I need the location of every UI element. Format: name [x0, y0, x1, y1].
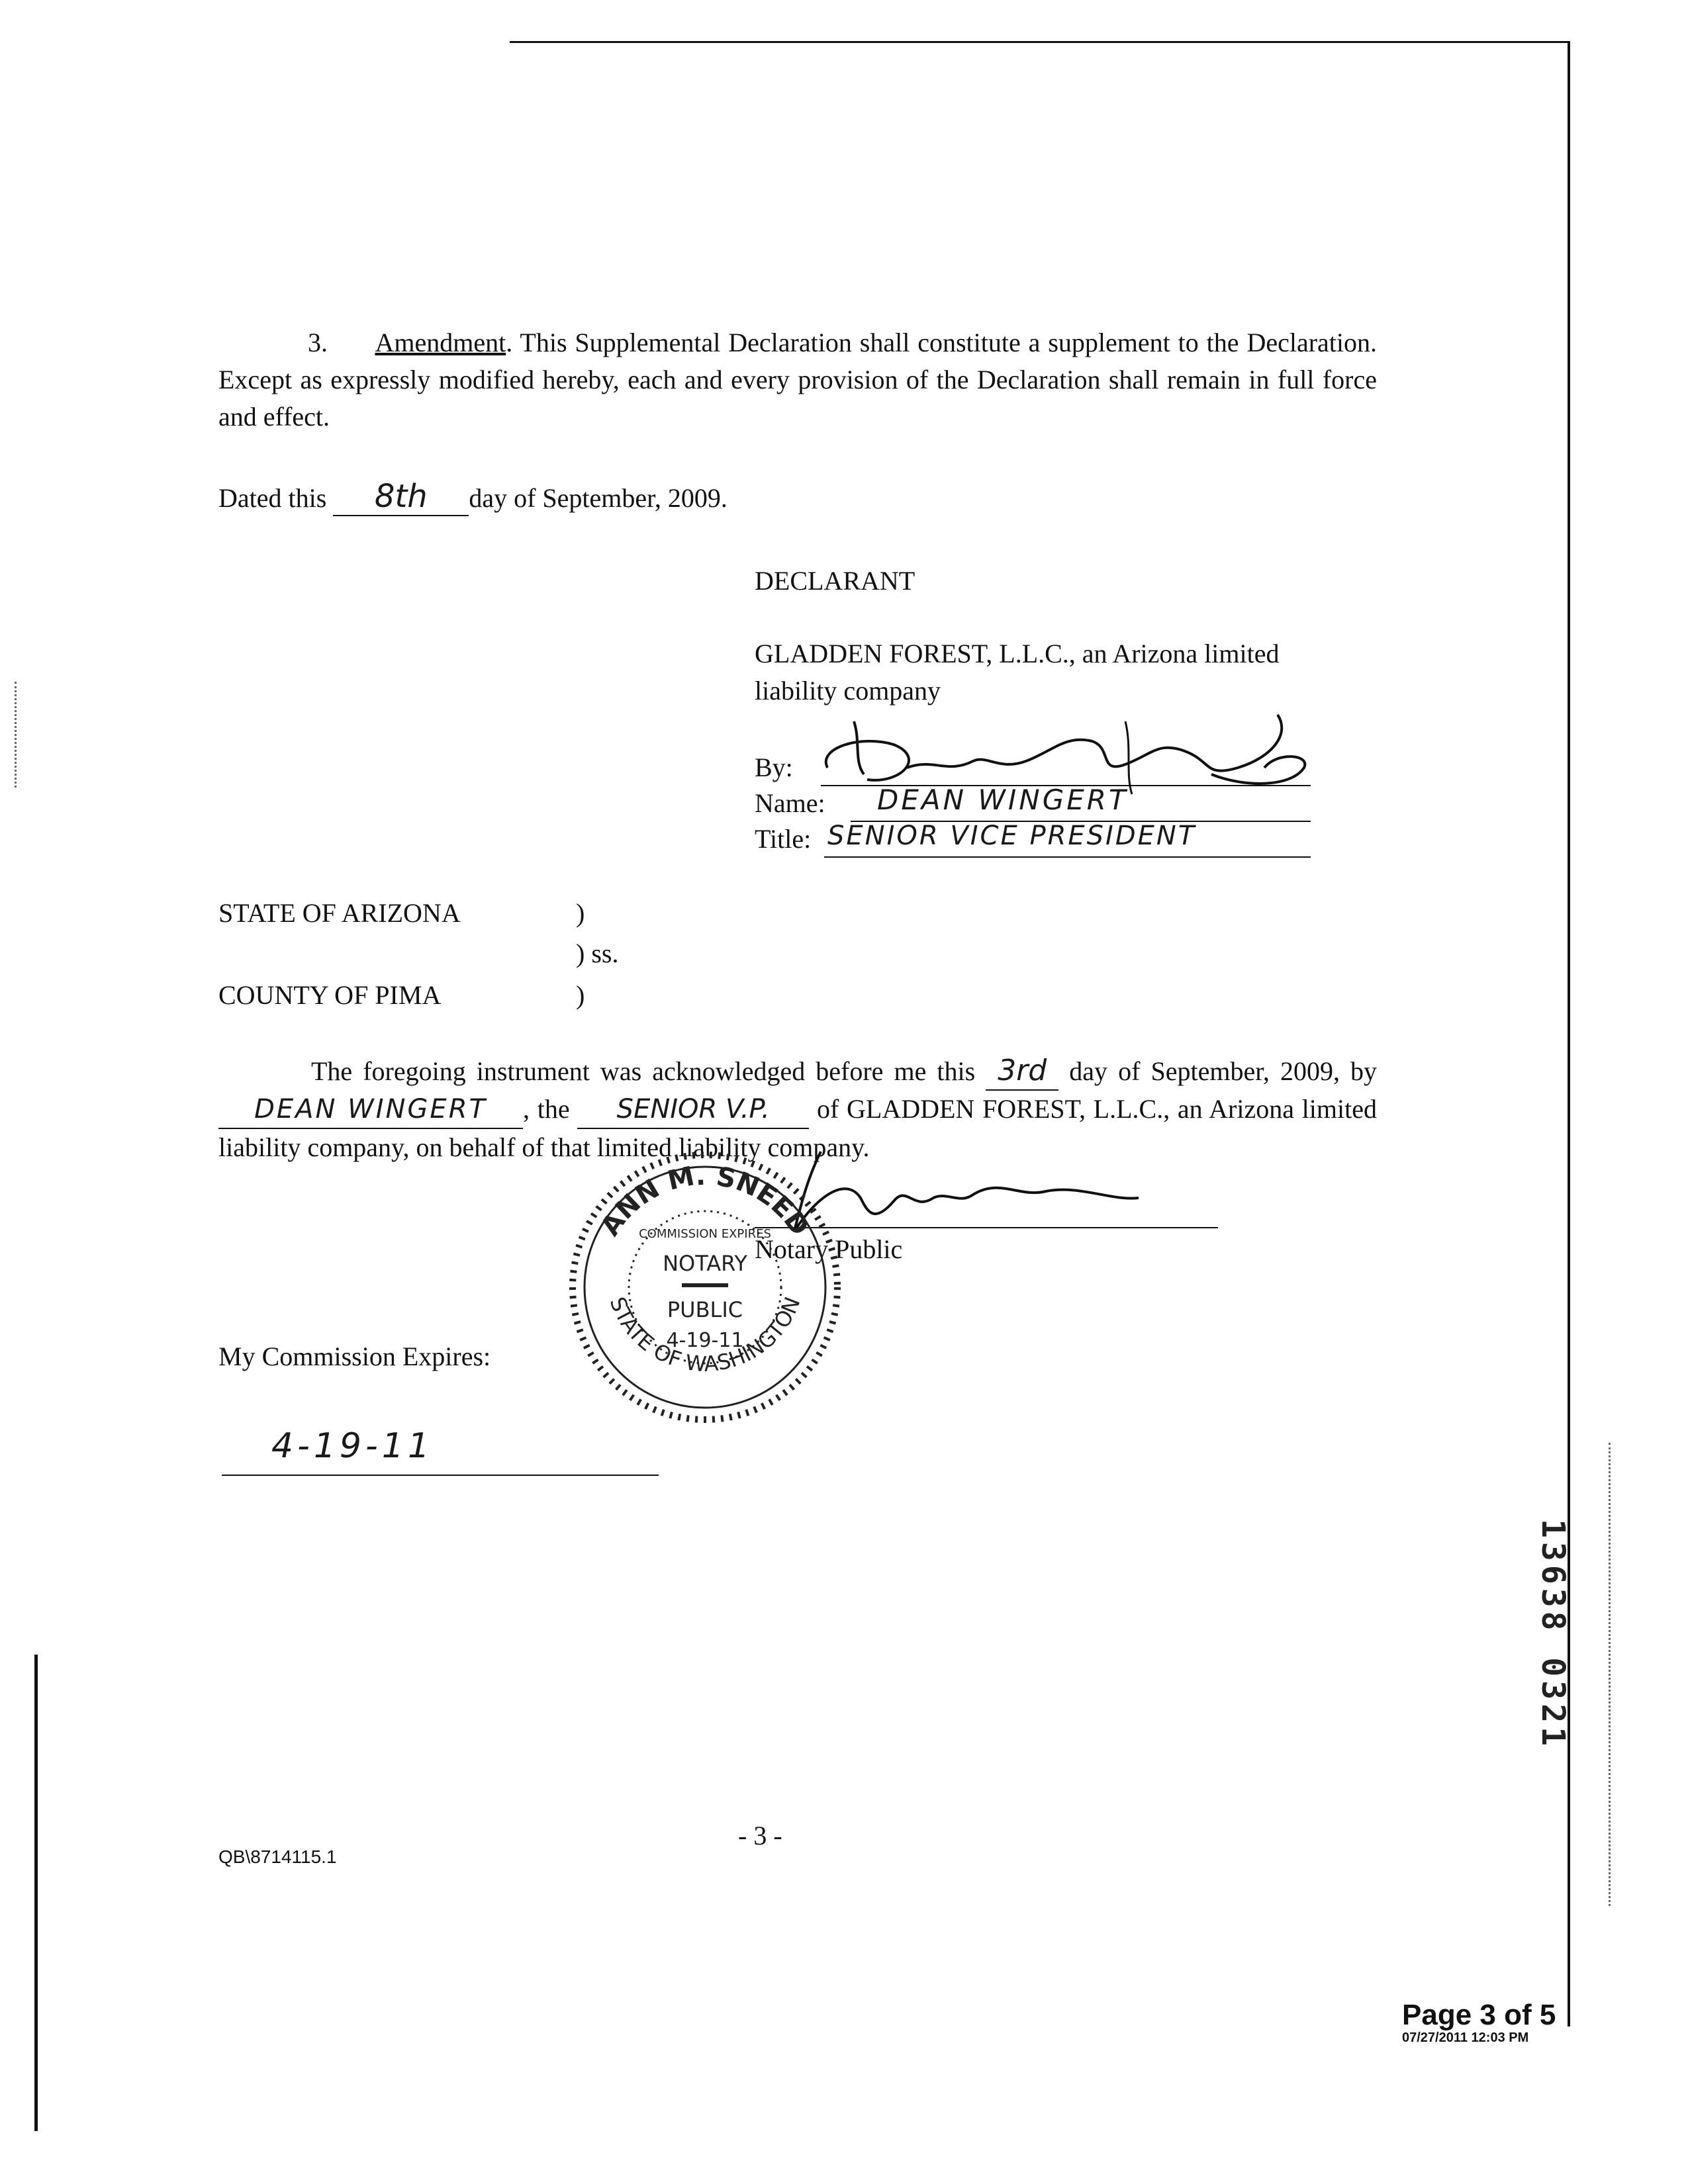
ack-part4: of GLADDEN FOREST, L.L.C., an Arizona limited liability company, on behalf of that limited liability company.	[218, 1094, 1378, 1162]
commission-date: 4-19-11	[271, 1426, 434, 1466]
declarant-company-line1: GLADDEN FOREST, L.L.C., an Arizona limited	[755, 639, 1280, 668]
ack-part1: The foregoing instrument was acknowledged before me this	[311, 1056, 976, 1086]
declarant-heading: DECLARANT	[755, 566, 915, 596]
dated-prefix: Dated this	[218, 483, 327, 513]
seal-commission: COMMISSION EXPIRES	[639, 1227, 771, 1241]
side-recording-code: 13638 0321	[1534, 1519, 1571, 1750]
seal-name: ANN M. SNEED	[594, 1160, 816, 1242]
name-label: Name:	[755, 788, 825, 818]
paragraph-text: . This Supplemental Declaration shall constitute a supplement to the Declaration. Except as expressly modified hereby, each and every provision of the Declaration shall remain in full force and effect.	[218, 328, 1378, 432]
seal-date: 4-19-11	[666, 1329, 744, 1352]
notary-seal	[563, 1145, 847, 1430]
venue-ss: ) ss.	[576, 938, 619, 968]
commission-label: My Commission Expires:	[218, 1342, 491, 1371]
seal-public: PUBLIC	[667, 1297, 743, 1322]
by-label: By:	[755, 752, 793, 782]
notary-public-label: Notary Public	[755, 1234, 903, 1264]
venue-paren-close: )	[576, 980, 585, 1010]
paragraph-heading: Amendment	[375, 328, 506, 357]
page-number: - 3 -	[738, 1821, 782, 1850]
title-line	[824, 856, 1311, 858]
dated-line	[218, 478, 1013, 517]
ack-day: 3rd	[986, 1052, 1058, 1091]
timestamp: 07/27/2011 12:03 PM	[1402, 2030, 1529, 2045]
paragraph-amendment	[218, 324, 1377, 435]
commission-line	[222, 1475, 659, 1476]
ack-person: DEAN WINGERT	[218, 1091, 523, 1129]
left-dotted-margin	[15, 682, 17, 788]
venue-state: STATE OF ARIZONA	[218, 898, 461, 928]
seal-state: STATE OF WASHINGTON	[604, 1293, 806, 1377]
dated-suffix: day of September, 2009.	[469, 483, 727, 513]
name-value: DEAN WINGERT	[877, 784, 1129, 816]
ack-title: SENIOR V.P.	[577, 1091, 809, 1129]
venue-paren-open: )	[576, 898, 585, 928]
left-border-line	[34, 1655, 38, 2131]
venue-county: COUNTY OF PIMA	[218, 980, 442, 1010]
right-dotted-margin	[1609, 1443, 1611, 1906]
ack-part2: day of September, 2009, by	[1069, 1056, 1378, 1086]
page-of-label: Page 3 of 5	[1402, 1999, 1556, 2031]
seal-notary: NOTARY	[663, 1251, 747, 1276]
doc-id: QB\8714115.1	[218, 1846, 337, 1867]
top-border-line	[510, 41, 1569, 43]
ack-part3: , the	[523, 1094, 570, 1124]
title-label: Title:	[755, 824, 812, 854]
paragraph-number: 3.	[308, 328, 328, 357]
seal-graphic	[563, 1145, 847, 1430]
title-value: SENIOR VICE PRESIDENT	[827, 821, 1197, 851]
declarant-company-line2: liability company	[755, 676, 941, 705]
dated-day: 8th	[333, 478, 469, 516]
